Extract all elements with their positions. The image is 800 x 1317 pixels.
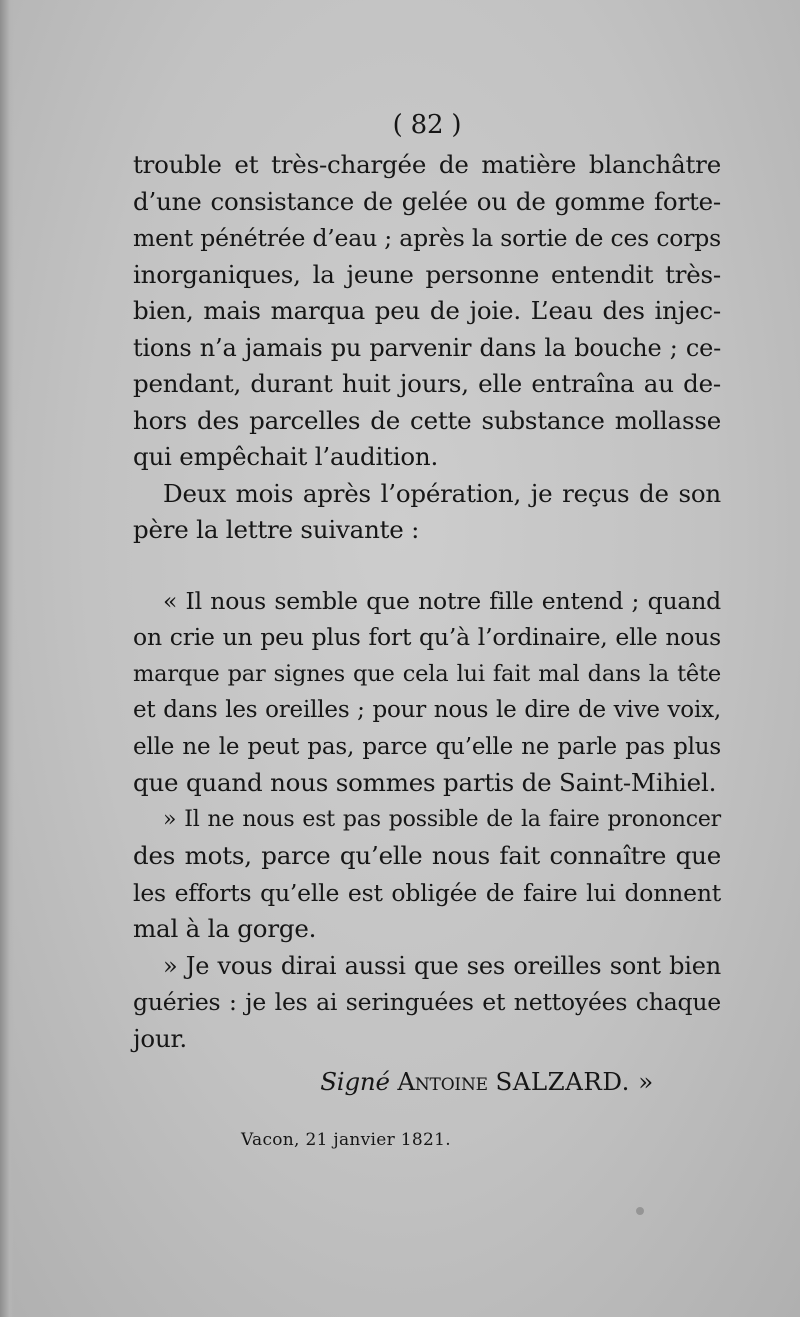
text-line: trouble et très-chargée de matière blanchâtre — [133, 150, 721, 179]
signature-last-name: SALZARD. — [495, 1067, 639, 1096]
text-line: tions n’a jamais pu parvenir dans la bouche ; ce- — [133, 333, 721, 362]
text-line: marque par signes que cela lui fait mal dans la tête — [133, 660, 721, 687]
signature-first-name: Antoine — [397, 1067, 496, 1096]
paper-speck — [636, 1207, 644, 1215]
text-line: Deux mois après l’opération, je reçus de son — [163, 478, 721, 508]
text-line: les efforts qu’elle est obligée de faire lui donnent — [133, 878, 721, 907]
text-line: » Je vous dirai aussi que ses oreilles sont bien — [163, 951, 721, 980]
text-line: elle ne le peut pas, parce qu’elle ne parle pas plus — [133, 733, 721, 760]
text-line: père la lettre suivante : — [133, 515, 420, 544]
page-edge-shadow — [0, 0, 14, 1317]
text-line: ment pénétrée d’eau ; après la sortie de ces corps — [133, 224, 721, 252]
text-line: inorganiques, la jeune personne entendit très- — [133, 259, 721, 289]
letter-paragraph-3 — [133, 948, 721, 1058]
text-block — [133, 103, 721, 1155]
letter-dateline: Vacon, 21 janvier 1821. — [241, 1130, 451, 1150]
text-line: pendant, durant huit jours, elle entraîna au de- — [133, 369, 721, 398]
letter-paragraph-1 — [133, 583, 721, 802]
text-line: « Il nous semble que notre fille entend ; quand — [163, 586, 721, 615]
text-line: d’une consistance de gelée ou de gomme forte- — [133, 186, 721, 216]
text-line: mal à la gorge. — [133, 914, 317, 943]
paragraph-1 — [133, 147, 721, 476]
text-line: guéries : je les ai seringuées et nettoyées chaque — [133, 988, 721, 1016]
page-number: ( 82 ) — [392, 110, 462, 140]
paragraph-gap — [133, 549, 721, 583]
text-line: des mots, parce qu’elle nous fait connaître que — [133, 841, 721, 870]
text-line: on crie un peu plus fort qu’à l’ordinaire, elle nous — [133, 623, 721, 651]
text-line: bien, mais marqua peu de joie. L’eau des injec- — [133, 296, 721, 325]
text-line: qui empêchait l’audition. — [133, 442, 439, 471]
text-line: que quand nous sommes partis de Saint-Mihiel. — [133, 768, 717, 797]
signature-signe: Signé — [320, 1067, 398, 1096]
text-line: » Il ne nous est pas possible de la faire prononcer — [163, 806, 721, 832]
signature-closing-quote: » — [638, 1067, 653, 1096]
text-line: et dans les oreilles ; pour nous le dire de vive voix, — [133, 697, 721, 723]
letter-paragraph-2 — [133, 802, 721, 948]
letter-signature — [133, 1061, 721, 1103]
paragraph-2 — [133, 476, 721, 549]
text-line: hors des parcelles de cette substance mollasse — [133, 405, 721, 435]
text-line: jour. — [133, 1023, 187, 1053]
